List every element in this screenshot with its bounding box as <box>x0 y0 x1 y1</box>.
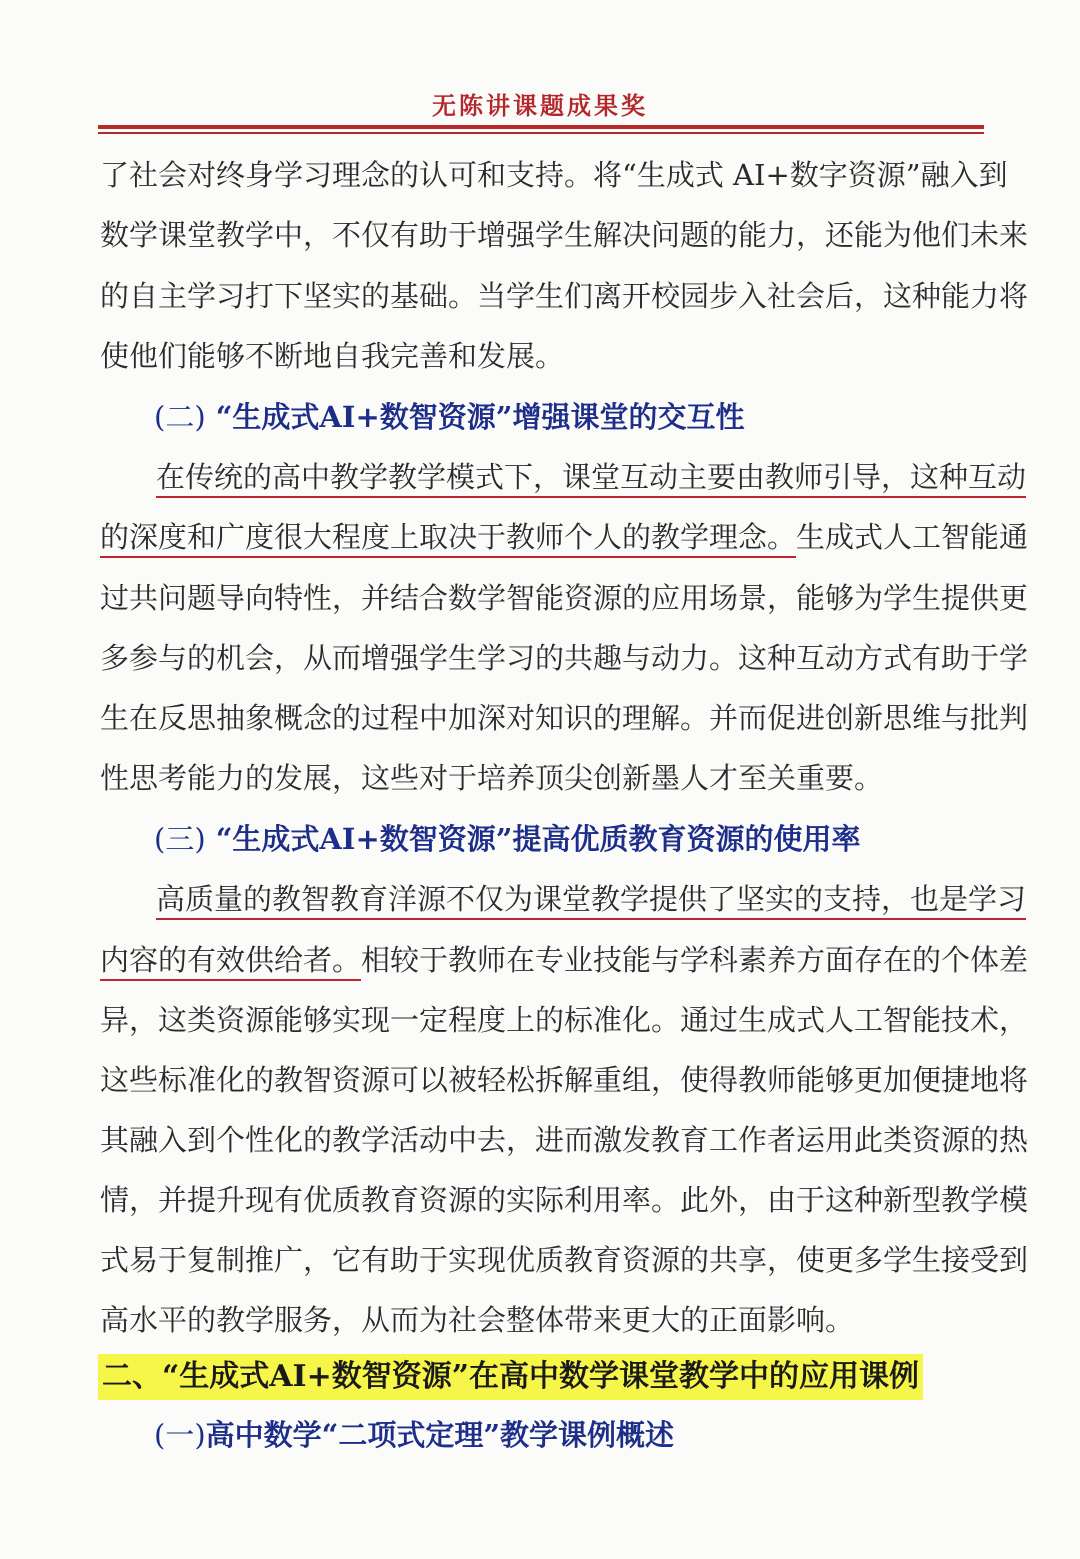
section2-underlined-1: 在传统的高中教学教学模式下，课堂互动主要由教师引导，这种互动 <box>156 460 1026 498</box>
section3-heading <box>154 819 860 859</box>
subsection1-number: (一) <box>154 1418 206 1452</box>
section2-heading <box>154 397 744 437</box>
para1-line-2: 数学课堂教学中，不仅有助于增强学生解决问题的能力，还能为他们未来 <box>100 218 1029 252</box>
section3-line-7: 式易于复制推广，它有助于实现优质教育资源的共享，使更多学生接受到 <box>100 1243 1029 1277</box>
part2-heading <box>98 1354 923 1400</box>
section2-underlined-2: 的深度和广度很大程度上取决于教师个人的教学理念。 <box>100 520 796 558</box>
header-rule-thick <box>98 125 984 129</box>
para1-line-1: 了社会对终身学习理念的认可和支持。将“生成式 AI+数字资源”融入到 <box>100 158 1008 192</box>
section3-number: (三) <box>154 822 206 856</box>
part2-title: “生成式AI+数智资源”在高中数学课堂教学中的应用课例 <box>162 1359 919 1394</box>
section2-title: “生成式AI+数智资源”增强课堂的交互性 <box>215 400 745 434</box>
section3-line-2-rest: 相较于教师在专业技能与学科素养方面存在的个体差 <box>361 943 1029 977</box>
header-title: 无陈讲课题成果奖 <box>432 91 648 120</box>
section2-number: (二) <box>154 400 206 434</box>
subsection1-title: 高中数学“二项式定理”教学课例概述 <box>205 1418 675 1452</box>
part2-prefix: 二、 <box>102 1359 162 1394</box>
para1-line-4: 使他们能够不断地自我完善和发展。 <box>100 339 565 373</box>
section2-line-5: 生在反思抽象概念的过程中加深对知识的理解。并而促进创新思维与批判 <box>100 701 1029 735</box>
section3-line-1 <box>156 879 1027 919</box>
section3-line-8: 高水平的教学服务，从而为社会整体带来更大的正面影响。 <box>100 1303 855 1337</box>
section2-line-6: 性思考能力的发展，这些对于培养顶尖创新墨人才至关重要。 <box>100 761 884 795</box>
section3-line-6: 情，并提升现有优质教育资源的实际利用率。此外，由于这种新型教学模 <box>100 1183 1029 1217</box>
header-rule-thin <box>98 132 984 134</box>
section3-line-3: 异，这类资源能够实现一定程度上的标准化。通过生成式人工智能技术， <box>100 1003 1029 1037</box>
section2-line-2 <box>100 517 1029 557</box>
section2-line-2-rest: 生成式人工智能通 <box>796 520 1029 554</box>
subsection1-heading <box>154 1415 674 1455</box>
section3-line-2 <box>100 940 1029 980</box>
section2-line-1 <box>156 457 1027 497</box>
para1-line-3: 的自主学习打下坚实的基础。当学生们离开校园步入社会后，这种能力将 <box>100 279 1029 313</box>
section3-line-5: 其融入到个性化的教学活动中去，进而激发教育工作者运用此类资源的热 <box>100 1123 1029 1157</box>
section3-title: “生成式AI+数智资源”提高优质教育资源的使用率 <box>215 822 861 856</box>
section3-underlined-1: 高质量的教智教育洋源不仅为课堂教学提供了坚实的支持，也是学习 <box>156 882 1026 920</box>
section2-line-3: 过共问题导向特性，并结合数学智能资源的应用场景，能够为学生提供更 <box>100 581 1029 615</box>
section3-underlined-2: 内容的有效供给者。 <box>100 943 361 981</box>
section2-line-4: 多参与的机会，从而增强学生学习的共趣与动力。这种互动方式有助于学 <box>100 641 1029 675</box>
section3-line-4: 这些标准化的教智资源可以被轻松拆解重组，使得教师能够更加便捷地将 <box>100 1063 1029 1097</box>
